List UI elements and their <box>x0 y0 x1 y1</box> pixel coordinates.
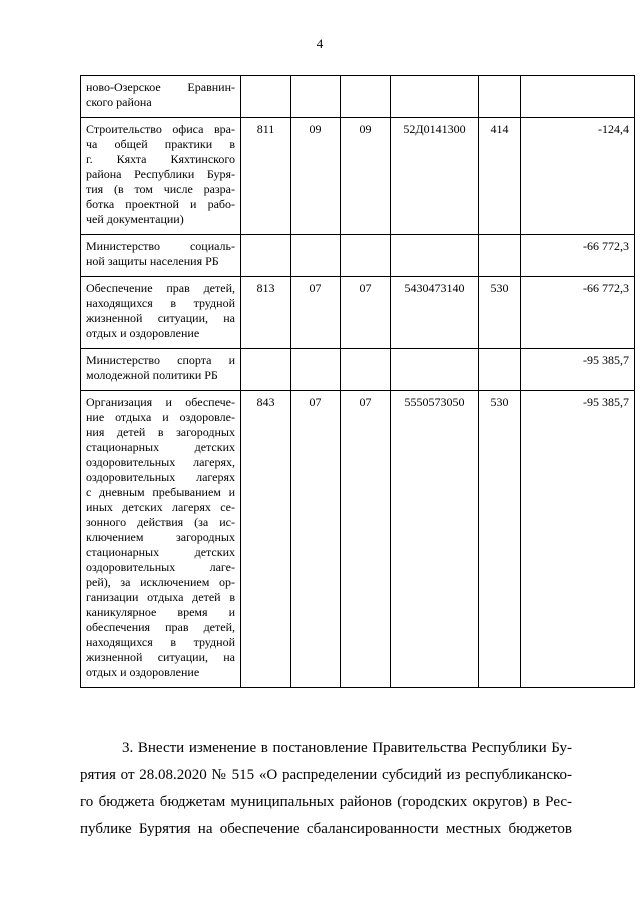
admin-code-cell: 843 <box>241 391 291 688</box>
row-name-line: стационарных детских <box>86 440 235 454</box>
subsection-code-cell <box>341 76 391 118</box>
expense-type-cell <box>479 76 521 118</box>
row-name-line: района Республики Буря- <box>86 167 235 181</box>
row-name-line: ского района <box>86 95 152 109</box>
table-row <box>81 235 635 277</box>
row-name-line: г. Кяхта Кяхтинского <box>86 152 235 166</box>
paragraph-line: рятия от 28.08.2020 № 515 «О распределении субсидий из республиканско- <box>80 767 572 783</box>
row-name-line: каникулярное время и <box>86 605 235 619</box>
amount-cell: -95 385,7 <box>521 349 635 391</box>
row-name-line: рей), за исключением ор- <box>86 575 235 589</box>
table-row <box>81 76 635 118</box>
row-name-line: отдых и оздоровление <box>86 665 200 679</box>
row-name-cell <box>81 349 241 391</box>
row-name-line: тия (в том числе разра- <box>86 182 235 196</box>
row-name-line: ботка проектной и рабо- <box>86 197 235 211</box>
amount-cell <box>521 76 635 118</box>
expense-type-cell: 530 <box>479 277 521 349</box>
subsection-code-cell: 07 <box>341 391 391 688</box>
paragraph-line: публике Бурятия на обеспечение сбалансированности местных бюджетов <box>80 821 572 837</box>
row-name-line: обеспечения прав детей, <box>86 620 235 634</box>
admin-code-cell: 813 <box>241 277 291 349</box>
row-name-line: ново-Озерское Еравнин- <box>86 80 235 94</box>
row-name-cell <box>81 235 241 277</box>
row-name-line: иных детских лагерях се- <box>86 500 235 514</box>
target-article-cell: 52Д0141300 <box>391 118 479 235</box>
table-row <box>81 349 635 391</box>
subsection-code-cell <box>341 235 391 277</box>
paragraph-line: 3. Внести изменение в постановление Правительства Республики Бу- <box>122 740 572 756</box>
row-name-line: ния детей в загородных <box>86 425 235 439</box>
row-name-cell <box>81 277 241 349</box>
row-name-cell <box>81 118 241 235</box>
target-article-cell: 5430473140 <box>391 277 479 349</box>
row-name-line: Министерство спорта и <box>86 353 235 367</box>
expense-type-cell: 530 <box>479 391 521 688</box>
row-name-line: Министерство социаль- <box>86 239 235 253</box>
row-name-line: стационарных детских <box>86 545 235 559</box>
row-name-line: жизненной ситуации, на <box>86 650 235 664</box>
amount-cell: -124,4 <box>521 118 635 235</box>
row-name-cell <box>81 76 241 118</box>
row-name-line: чей документации) <box>86 212 184 226</box>
subsection-code-cell: 07 <box>341 277 391 349</box>
admin-code-cell <box>241 76 291 118</box>
row-name-cell <box>81 391 241 688</box>
row-name-line: жизненной ситуации, на <box>86 311 235 325</box>
row-name-line: оздоровительных лагерях, <box>86 455 235 469</box>
row-name-line: находящихся в трудной <box>86 296 235 310</box>
expense-type-cell <box>479 235 521 277</box>
admin-code-cell <box>241 235 291 277</box>
table-row <box>81 118 635 235</box>
row-name-line: ганизации отдыха детей в <box>86 590 235 604</box>
row-name-line: ключением загородных <box>86 530 235 544</box>
budget-table <box>80 75 635 688</box>
expense-type-cell: 414 <box>479 118 521 235</box>
admin-code-cell <box>241 349 291 391</box>
expense-type-cell <box>479 349 521 391</box>
target-article-cell <box>391 349 479 391</box>
row-name-line: зонного действия (за ис- <box>86 515 235 529</box>
admin-code-cell: 811 <box>241 118 291 235</box>
row-name-line: с дневным пребыванием и <box>86 485 235 499</box>
row-name-line: молодежной политики РБ <box>86 368 218 382</box>
row-name-line: ча общей практики в <box>86 137 235 151</box>
amount-cell: -95 385,7 <box>521 391 635 688</box>
row-name-line: находящихся в трудной <box>86 635 235 649</box>
row-name-line: Обеспечение прав детей, <box>86 281 235 295</box>
subsection-code-cell <box>341 349 391 391</box>
body-paragraph <box>80 735 572 843</box>
section-code-cell <box>291 349 341 391</box>
table-row <box>81 277 635 349</box>
paragraph-line: го бюджета бюджетам муниципальных районов (городских округов) в Рес- <box>80 794 572 810</box>
amount-cell: -66 772,3 <box>521 235 635 277</box>
target-article-cell <box>391 76 479 118</box>
table-row <box>81 391 635 688</box>
row-name-line: оздоровительных лаге- <box>86 560 235 574</box>
row-name-line: ние отдыха и оздоровле- <box>86 410 235 424</box>
row-name-line: ной защиты населения РБ <box>86 254 219 268</box>
section-code-cell: 07 <box>291 391 341 688</box>
target-article-cell: 5550573050 <box>391 391 479 688</box>
page-number: 4 <box>316 36 324 51</box>
section-code-cell <box>291 235 341 277</box>
row-name-line: отдых и оздоровление <box>86 326 200 340</box>
target-article-cell <box>391 235 479 277</box>
section-code-cell <box>291 76 341 118</box>
section-code-cell: 09 <box>291 118 341 235</box>
row-name-line: Строительство офиса вра- <box>86 122 235 136</box>
row-name-line: оздоровительных лагерях <box>86 470 235 484</box>
amount-cell: -66 772,3 <box>521 277 635 349</box>
row-name-line: Организация и обеспече- <box>86 395 235 409</box>
subsection-code-cell: 09 <box>341 118 391 235</box>
section-code-cell: 07 <box>291 277 341 349</box>
